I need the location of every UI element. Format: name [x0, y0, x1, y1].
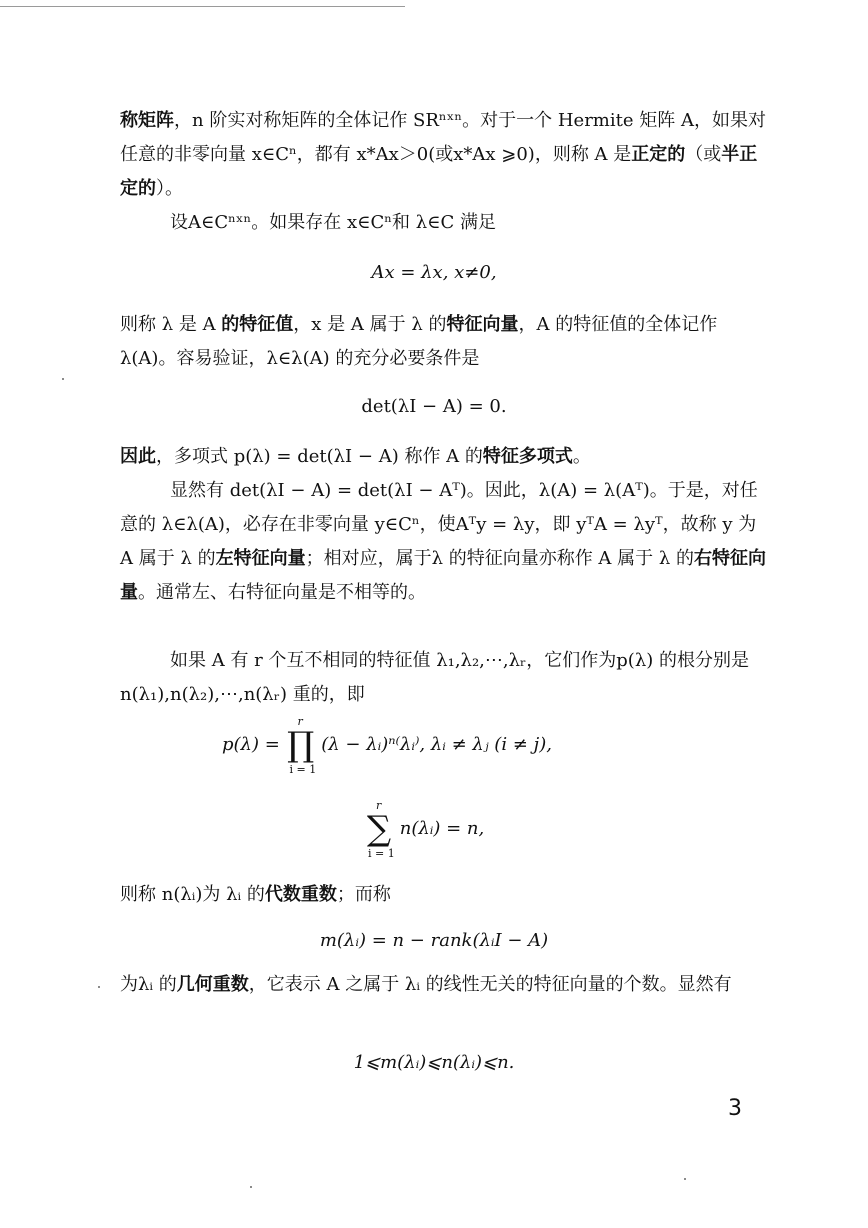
text: ，多项式 p(λ) = det(λI − A) 称作 A 的 — [156, 446, 483, 467]
paragraph-characteristic-polynomial — [120, 440, 772, 474]
scan-speck — [684, 1178, 686, 1180]
equation-sum-formula — [364, 799, 485, 860]
sum-lower-limit: i = 1 — [368, 847, 395, 860]
text: 则称 λ 是 A — [120, 314, 222, 335]
paragraph-left-right-eigenvectors — [120, 474, 772, 610]
term-characteristic-polynomial: 特征多项式 — [482, 446, 573, 467]
text: 。通常左、右特征向量是不相等的。 — [138, 582, 426, 603]
scan-speck — [98, 986, 100, 988]
term-algebraic-multiplicity: 代数重数 — [264, 884, 337, 905]
page-number: 3 — [728, 1096, 742, 1121]
product-rhs: (λ − λᵢ)ⁿ⁽λᵢ⁾, λᵢ ≠ λⱼ (i ≠ j), — [321, 734, 552, 755]
term-positive-definite: 正定的 — [631, 144, 686, 165]
text: ；而称 — [336, 884, 391, 905]
scan-speck — [250, 1186, 252, 1188]
paragraph-algebraic-multiplicity — [120, 878, 772, 912]
term-semi-positive-definite: 半正定的 — [120, 144, 758, 199]
paragraph-eigenvalue-definition — [120, 308, 772, 376]
equation-multiplicity-inequality: 1⩽m(λᵢ)⩽n(λᵢ)⩽n. — [353, 1052, 515, 1073]
sum-operator-group — [364, 799, 395, 860]
product-lhs: p(λ) = — [222, 734, 280, 755]
product-upper-limit: r — [297, 715, 303, 728]
equation-product-formula — [222, 715, 552, 776]
equation-geometric-multiplicity: m(λᵢ) = n − rank(λᵢI − A) — [319, 930, 549, 951]
text: 为λᵢ 的 — [120, 974, 177, 995]
text: 设A∈Cⁿˣⁿ。如果存在 x∈Cⁿ和 λ∈C 满足 — [170, 212, 497, 233]
paragraph-distinct-eigenvalues — [120, 644, 772, 712]
text: ；相对应，属于λ 的特征向量亦称作 A 属于 λ 的 — [305, 548, 695, 569]
text: 显然有 det(λI − A) = det(λI − Aᵀ)。因此，λ(A) = λ(Aᵀ)。于是，对任意的 λ∈λ(A)，必存在非零向量 y∈Cⁿ，使Aᵀy = λy，即 yᵀA = λyᵀ，故称 y 为 A 属于 λ 的 — [120, 480, 758, 569]
text: （或 — [685, 144, 722, 165]
sum-upper-limit: r — [376, 799, 382, 812]
term-eigenvalue: 的特征值 — [221, 314, 294, 335]
term-eigenvector: 特征向量 — [446, 314, 519, 335]
text: 则称 n(λᵢ)为 λᵢ 的 — [120, 884, 265, 905]
header-rule — [0, 6, 405, 7]
equation-eigenvalue: Ax = λx, x≠0, — [371, 262, 497, 283]
product-lower-limit: i = 1 — [289, 763, 317, 776]
text: ，n 阶实对称矩阵的全体记作 SRⁿˣⁿ。对于一个 Hermite 矩阵 A，如果对任意的非零向量 x∈Cⁿ，都有 x*Ax＞0(或x*Ax ⩾0)，则称 A 是 — [120, 110, 766, 165]
text: ，x 是 A 属于 λ 的 — [293, 314, 447, 335]
text: 如果 A 有 r 个互不相同的特征值 λ₁,λ₂,⋯,λᵣ，它们作为p(λ) 的根分别是 n(λ₁),n(λ₂),⋯,n(λᵣ) 重的，即 — [120, 650, 749, 705]
equation-characteristic: det(λI − A) = 0. — [361, 396, 507, 417]
text: ，A 的特征值的全体记作 λ(A)。容易验证，λ∈λ(A) 的充分必要条件是 — [120, 314, 718, 369]
product-operator-group — [286, 715, 317, 776]
paragraph-geometric-multiplicity — [120, 968, 772, 1002]
text: 。 — [572, 446, 591, 467]
term-right-eigenvector: 右特征向量 — [120, 548, 767, 603]
sum-rhs: n(λᵢ) = n, — [399, 818, 485, 839]
term-geometric-multiplicity: 几何重数 — [176, 974, 249, 995]
term-left-eigenvector: 左特征向量 — [215, 548, 306, 569]
text-therefore: 因此 — [120, 446, 156, 467]
product-symbol: ∏ — [286, 725, 315, 765]
paragraph-eigen-setup — [120, 206, 772, 240]
sum-symbol: ∑ — [366, 809, 392, 849]
scan-speck — [62, 378, 64, 380]
term-symmetric-matrix: 称矩阵 — [120, 110, 174, 131]
text: ，它表示 A 之属于 λᵢ 的线性无关的特征向量的个数。显然有 — [248, 974, 732, 995]
paragraph-hermite-definition — [120, 104, 772, 206]
text: ）。 — [156, 178, 183, 199]
